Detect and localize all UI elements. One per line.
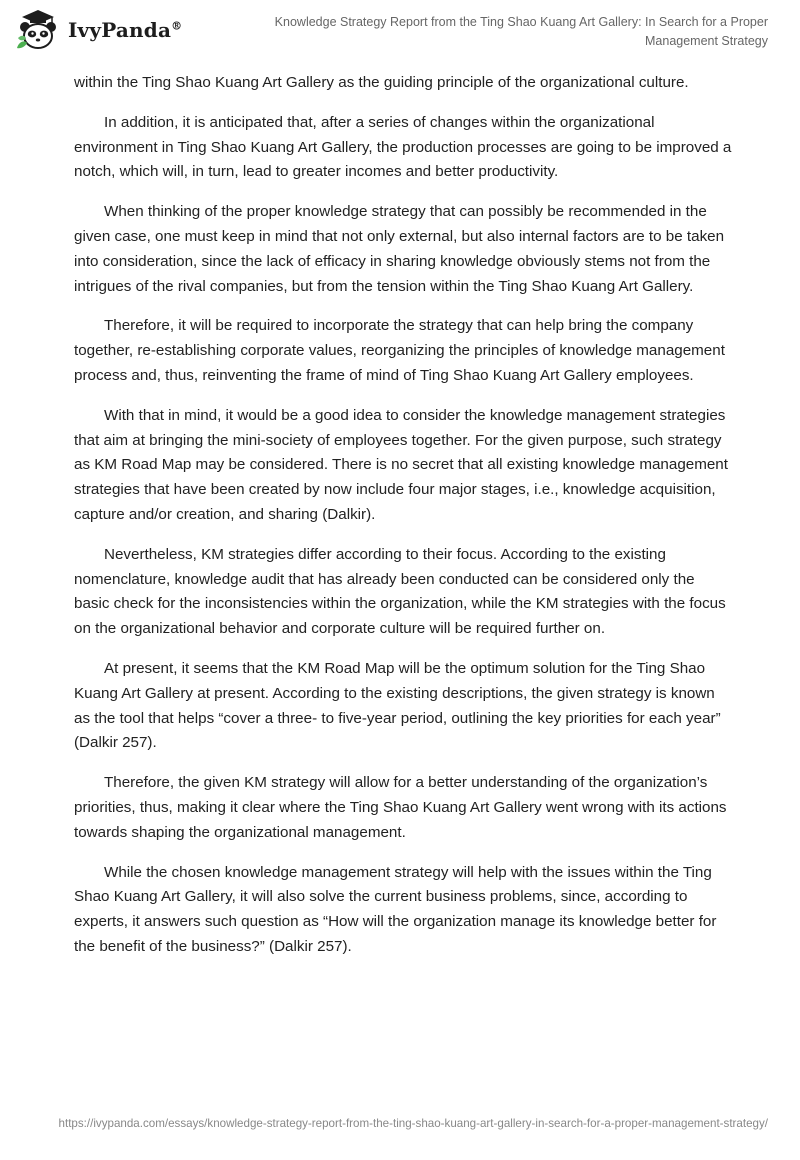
paragraph: When thinking of the proper knowledge strategy that can possibly be recommended in the given case, one must keep in mind that not only external, but also internal factors are to be taken into consideration, since the lack of efficacy in sharing knowledge obviously stems not from the intrigues of the rival companies, but from the tension within the Ting Shao Kuang Art Gallery. (74, 203, 725, 295)
ivypanda-logo[interactable] (14, 8, 182, 52)
essay-body (74, 71, 734, 975)
paragraph: Therefore, it will be required to incorporate the strategy that can help bring the company together, re-establishing corporate values, reorganizing the principles of knowledge management process and, thus, reinventing the frame of mind of Ting Shao Kuang Art Gallery employees. (74, 317, 725, 384)
paragraph: At present, it seems that the KM Road Map will be the optimum solution for the Ting Shao Kuang Art Gallery at present. According to the existing descriptions, the given strategy is known as the tool that helps “cover a three- to five-year period, outlining the key priorities for each year” (Dalkir 257). (74, 659, 721, 752)
paragraph: In addition, it is anticipated that, after a series of changes within the organizational environment in Ting Shao Kuang Art Gallery, the production processes are going to be improved a notch, which will, in turn, lead to greater incomes and better productivity. (74, 113, 732, 181)
paragraph: With that in mind, it would be a good idea to consider the knowledge management strategies that aim at bringing the mini-society of employees together. For the given purpose, such strategy as KM Road Map may be considered. There is no secret that all existing knowledge management strategies that have been created by now include four major stages, i.e., knowledge acquisition, capture and/or creation, and sharing (Dalkir). (74, 406, 728, 523)
paragraph: Therefore, the given KM strategy will allow for a better understanding of the organization’s priorities, thus, making it clear where the Ting Shao Kuang Art Gallery went wrong with its actions towards shaping the organizational management. (74, 774, 727, 841)
panda-mascot-icon (14, 8, 60, 52)
paragraph: While the chosen knowledge management strategy will help with the issues within the Ting Shao Kuang Art Gallery, it will also solve the current business problems, since, according to experts, it answers such question as “How will the organization manage its knowledge better for the benefit of the business?” (Dalkir 257). (74, 863, 717, 955)
document-title: Knowledge Strategy Report from the Ting Shao Kuang Art Gallery: In Search for a Proper Management Strategy (274, 15, 768, 48)
paragraph: Nevertheless, KM strategies differ according to their focus. According to the existing nomenclature, knowledge audit that has already been conducted can be considered only the basic check for the inconsistencies within the organization, while the KM strategies with the focus on the organizational behavior and corporate culture will be required further on. (74, 545, 726, 638)
paragraph: within the Ting Shao Kuang Art Gallery as the guiding principle of the organizational culture. (74, 74, 689, 91)
page-header (0, 0, 800, 60)
source-url[interactable]: https://ivypanda.com/essays/knowledge-strategy-report-from-the-ting-shao-kuang-art-gallery-in-search-for-a-proper-management-strategy/ (58, 1117, 768, 1130)
brand-name: IvyPanda® (68, 18, 183, 42)
